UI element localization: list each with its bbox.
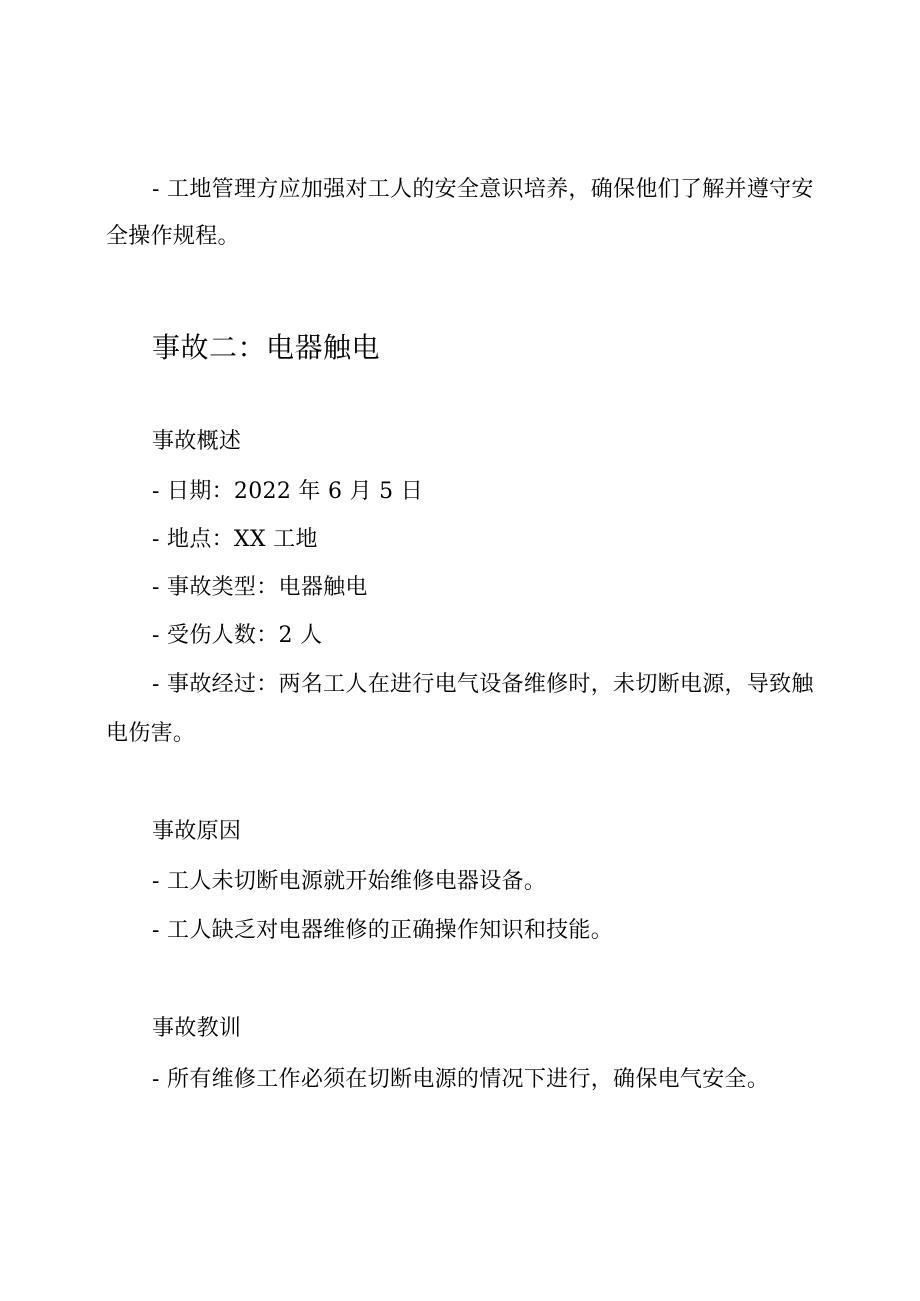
overview-process-line1: - 事故经过：两名工人在进行电气设备维修时，未切断电源，导致触	[152, 672, 814, 697]
overview-type: - 事故类型：电器触电	[152, 575, 368, 600]
intro-paragraph-line1: - 工地管理方应加强对工人的安全意识培养，确保他们了解并遵守安	[152, 177, 814, 202]
overview-location: - 地点：XX 工地	[152, 527, 318, 552]
lesson-item: - 所有维修工作必须在切断电源的情况下进行，确保电气安全。	[152, 1067, 770, 1092]
cause-item: - 工人缺乏对电器维修的正确操作知识和技能。	[152, 918, 614, 943]
overview-process-line2: 电伤害。	[106, 721, 196, 746]
causes-heading: 事故原因	[152, 819, 242, 844]
accident-title: 事故二：电器触电	[152, 331, 381, 364]
overview-date: - 日期：2022 年 6 月 5 日	[152, 479, 424, 504]
overview-injured: - 受伤人数：2 人	[152, 623, 323, 648]
cause-item: - 工人未切断电源就开始维修电器设备。	[152, 869, 547, 894]
intro-paragraph-line2: 全操作规程。	[106, 224, 240, 249]
lessons-heading: 事故教训	[152, 1016, 242, 1041]
overview-heading: 事故概述	[152, 429, 242, 454]
